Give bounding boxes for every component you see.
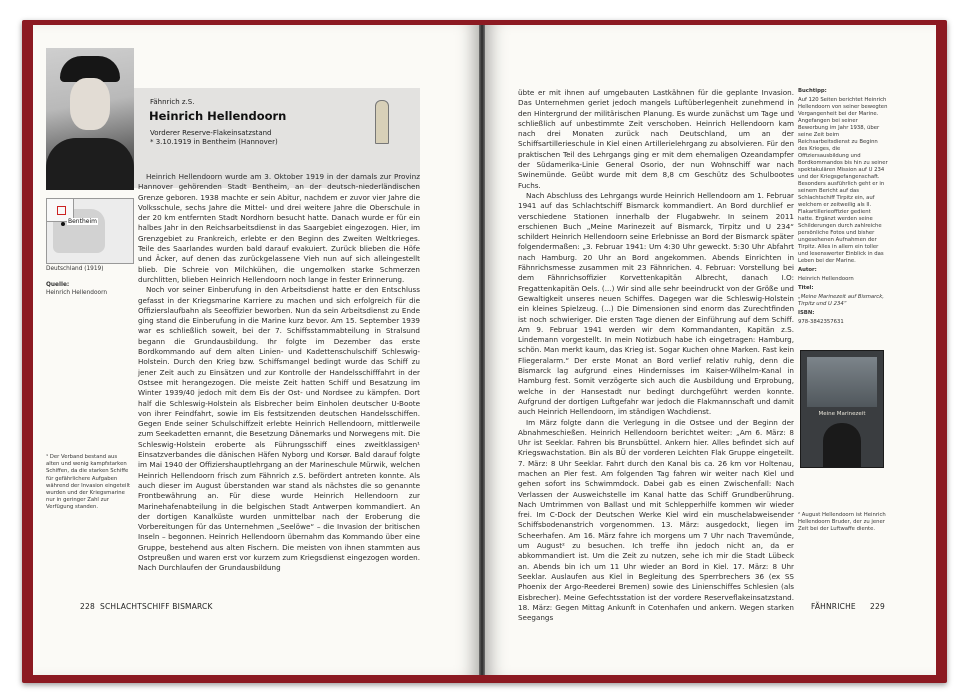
book-cover-image (800, 350, 884, 468)
book-tip-text: Auf 120 Seiten berichtet Heinrich Hellendoorn von seiner bewegten Vergangenheit bei der Marine. Angefangen bei seiner Bewerbung im Jahr 1938, über seine Zeit beim Reichsarbeitsdienst zu Beginn des Krieges, die Offiziersausbildung und Bordkommandos bis hin zu seiner spektakulären Mission auf U 234 und der Kriegsgefangenschaft. Besonders ausführlich geht er in seinem Bericht auf das Schlachtschiff Tirpitz ein, auf welchem er zeitweilig als II. Flakartillerieoffizier gedient hatte. Ergänzt werden seine Schilderungen durch zahlreiche persönliche Fotos und bisher ungesehenen Aufnahmen der Tirpitz. Alles in allem ein toller und lesenswerter Einblick in das Leben bei der Marine. (798, 97, 888, 264)
source-value: Heinrich Hellendoorn (46, 289, 108, 296)
right-body-text (518, 88, 794, 623)
person-name: Heinrich Hellendoorn (149, 109, 287, 123)
title-value: „Meine Marinezeit auf Bismarck, Tirpitz und U 234“ (798, 294, 884, 307)
portrait-photo (46, 48, 134, 190)
author-heading: Autor: (798, 267, 817, 273)
inset-marker-icon (57, 206, 66, 215)
author-value: Heinrich Hellendoorn (798, 276, 854, 282)
book-tip-sidebar (798, 88, 888, 328)
source-label: Quelle: (46, 282, 70, 288)
right-running-title: FÄHNRICHE (811, 602, 856, 611)
right-paragraph-3: Im März folgte dann die Verlegung in die Ostsee und der Beginn der Abnahmeschießen. Heinrich Hellendoorn berichtet weiter: „Am 6. März: 8 Uhr ist Seeklar. Fahren bis Brunsbüttel. Ankern hier. Alles befindet sich auf Kriegswachstation. Bin als BÜ der vorderen Leichten Flak Gruppe eingeteilt. 7. März: 8 Uhr Seeklar. Fahrt durch den Kanal bis ca. 26 km vor Holtenau, machen an Pier fest. Am folgenden Tag fahren wir weiter nach Kiel und gehen sofort ins Schwimmdock. Dabei gab es einen Zwischenfall: Nach Verlassen der Ausweichstelle im Kanal hatte das Schiff Grundberührung. Nach Umtrimmen von Ballast und mit Schlepperhilfe kommen wir wieder frei. Im C-Dock der Deutschen Werke Kiel wird ein muschelabweisender Schiffsbodenanstrich vorgenommen. 13. März: ausgedockt, liegen im Scheerhafen. Am 16. März fahre ich morgens um 7 Uhr nach Travemünde, um August² zu besuchen. Ich treffe ihn jedoch nicht an, da er abkommandiert ist. Um die Zeit zu nutzen, sehe ich mir die Stadt Lübeck an. Abends bin ich um 11 Uhr wieder an Bord in Kiel. 17. März: 8 Uhr Seeklar. Auslaufen aus Kiel in Begleitung des Sperrbrechers 36 (ex SS Phoenix der Argo-Reederei Bremen) sowie des Linienschiffes Schlesien (als Eisbrecher). Meine Gefechtsstation ist der vordere Reserveflakeinsatzstand. 18. März: Gegen Mittag Ankunft in Cotenhafen und ankern. Wegen starken Seegangs (518, 417, 794, 623)
birth-label: * 3.10.1919 in Bentheim (Hannover) (150, 138, 278, 146)
isbn-heading: ISBN: (798, 310, 815, 316)
right-paragraph-1: übte er mit ihnen auf umgebauten Lastkähnen für die geplante Invasion. Das Unternehmen geriet jedoch mangels Luftüberlegenheit zunehmend in den Hintergrund der militärischen Planung. Es wurde zunächst um Tage und schließlich auf unbestimmte Zeit verschoben. Heinrich Hellendoorn kam nach drei Monaten zurück nach Deutschland, um an der Schiffsartillerieschule in Kiel einen Artillerielehrgang zu absolvieren. Für den praktischen Teil des Lehrgangs ging er mit dem ehemaligen Ozeandampfer der Südamerika-Linie General Osorio, der nun Wohnschiff war nach Swinemünde. Geübt wurde mit dem 8,8 cm Geschütz des Schulbootes Fuchs. (518, 88, 794, 190)
portrait-coat (46, 138, 134, 190)
source-note (46, 282, 107, 297)
book-cover-title: Meine Marinezeit (818, 411, 866, 417)
map-caption: Deutschland (1919) (46, 266, 104, 272)
left-body-text (138, 172, 420, 574)
left-page-number: 228 (80, 602, 95, 611)
footnote-2: ² August Hellendoorn ist Heinrich Hellendoorn Bruder, der zu jener Zeit bei der Luftwaffe diente. (798, 512, 886, 532)
map-pin-icon (61, 222, 65, 226)
footnote-1: ¹ Der Verband bestand aus alten und wenig kampfstarken Schiffen, da die starken Schiffe für gefährlichere Aufgaben während der Invasion eingeteilt wurden und der Kriegsmarine nur in geringer Zahl zur Verfügung standen. (46, 454, 131, 511)
right-paragraph-2: Nach Abschluss des Lehrgangs wurde Heinrich Hellendoorn am 1. Februar 1941 auf das Schlachtschiff Bismarck kommandiert. An Bord durchlief er verschiedene Stationen innerhalb der Flugabwehr. In seinem 2011 erschienen Buch „Meine Marinezeit auf Bismarck, Tirpitz und U 234“ schildert Heinrich Hellendoorn seine Erlebnisse an Bord der Bismarck später folgendermaßen: „3. Februar 1941: Um 4:30 Uhr geweckt. 5:30 Uhr Abfahrt nach Hamburg. 20 Uhr an Bord angekommen. Abends Einrichten in Fähnrichsmesse zusammen mit 23 Fähnrichen. 4. Februar: Vorstellung bei dem Fähnrichsoffizier Korvettenkapitän Albrecht, danach I.O: Fregattenkapitän Oels. (...) Wir sind alle sehr beeindruckt von der Größe und Gewaltigkeit unseres neuen Schiffes. Dagegen war die Schleswig-Holstein ein kleines Spielzeug. (...) Die Dimensionen sind enorm das Zurechtfinden ist noch schwieriger. Die ersten Tage dienen der Einführung auf dem Schiff. Am 9. Februar 1941 werden wir dem Kommandanten, Kapitän z.S. Lindemann vorgestellt. In mein Notizbuch habe ich eingetragen: Hamburg, schön. Man merkt kaum, das Krieg ist. Sogar Kuchen ohne Marken. Fast kein Fliegeralarm.“ Der erste Monat an Bord verlief relativ ruhig, denn die Bismarck lag aufgrund eines Hindernisses im Kaiser-Wilhelm-Kanal in Hamburg fest. Somit verzögerte sich auch die Ausbildung und Erprobung, welche in der Hansestadt nur bedingt durchgeführt werden konnte. Aufgrund der dortigen Luftgefahr war jedoch die Flakmannschaft und damit auch Heinrich Hellendoorn, im ständigen Wachdienst. (518, 190, 794, 417)
rank-insignia-icon (375, 100, 389, 144)
rank-label: Fähnrich z.S. (150, 98, 195, 106)
right-page-number: 229 (870, 602, 885, 611)
unit-label: Vorderer Reserve-Flakeinsatzstand (150, 129, 272, 137)
isbn-value: 978-3842357631 (798, 319, 844, 325)
book-gutter (479, 25, 485, 675)
book-tip-heading: Buchtipp: (798, 88, 827, 94)
officer-figure (823, 423, 861, 467)
portrait-face (70, 78, 110, 130)
location-map (46, 198, 134, 264)
left-running-title: SCHLACHTSCHIFF BISMARCK (100, 602, 213, 611)
title-heading: Titel: (798, 285, 814, 291)
left-paragraph-1: Heinrich Hellendoorn wurde am 3. Oktober 1919 in der damals zur Provinz Hannover gehörenden Stadt Bentheim, an der deutsch-niederländischen Grenze geboren. 1938 machte er sein Abitur, nachdem er zuvor vier Jahre die Volksschule, sechs Jahre die Mittel- und drei weitere Jahre die Oberschule in der 20 km entfernten Stadt Nordhorn besucht hatte. Danach wurde er für ein halbes Jahr in den Reichsarbeitsdienst in das Saargebiet eingezogen. Hier, im Grenzgebiet zu Frankreich, erlebte er den Beginn des Zweiten Weltkrieges. Teile des Saarlandes wurden bald darauf evakuiert. Zurück blieben die Höfe und Äcker, auf denen das zurückgelassene Vieh nun auf sich alleingestellt blieb. Die Schreie von Milchkühen, die ungemolken starke Schmerzen durchlitten, blieben Heinrich Hellendoorn noch lange in fester Erinnerung. (138, 172, 420, 284)
map-label: Bentheim (68, 218, 97, 225)
battleship-photo (807, 357, 877, 407)
left-paragraph-2: Noch vor seiner Einberufung in den Arbeitsdienst hatte er den Entschluss gefasst in der Kriegsmarine Karriere zu machen und sich erfolgreich für die Offizierslaufbahn als Seeoffizier beworben. Nun da sein Arbeitsdienst zu Ende ging stand die Einberufung in die Marine kurz bevor. Am 15. September 1939 war es schließlich soweit, bei der 7. Schiffsstammabteilung in Stralsund begann die Grundausbildung. Ihr folgte im Dezember das erste Bordkommando auf dem alten Linien- und Kadettenschulschiff Schleswig-Holstein. Durch den Krieg bzw. Schiffsmangel bedingt wurde das Schiff zu jener Zeit auch zu Einsätzen und zur Kontrolle der Handelsschifffahrt in der Ostsee mit herangezogen. Die meiste Zeit hatten Schiff und Besatzung im Winter 1939/40 jedoch mit dem Eis der Ost- und Nordsee zu kämpfen. Dort half die Schleswig-Holstein als Eisbrecher beim Einholen deutscher U-Boote von ihrer Feindfahrt, sowie im Eis festsitzenden deutschen Handelsschiffen. Gegen Ende seiner Schulschiffzeit erlebte Heinrich Hellendoorn, mittlerweile zum Seekadetten ernannt, die Besetzung Dänemarks und Norwegens mit. Die Schleswig-Holstein eroberte als Führungsschiff eines zweitklassigen¹ Einsatzverbandes die dänischen Häfen Nyborg und Korsør. Bald darauf folgte im Mai 1940 der Offiziershauptlehrgang an der Marineschule Mürwik, welchen Heinrich Hellendoorn frisch zum Fähnrich z.S. befördert antreten konnte. Als auch dieser im August überstanden war stand als nächstes die so genannte Frontbewährung an. Für diese wurde Heinrich Hellendoorn zur Marinehafenabteilung in die belgischen Stadt Antwerpen kommandiert. An der dortigen Kanalküste wurden unmittelbar nach der Eroberung die Vorbereitungen für das Unternehmen „Seelöwe“ – die Invasion der britischen Inseln – begonnen. Heinrich Hellendoorn übernahm das Kommando über eine Gruppe, bestehend aus alten Fischern. Die meisten von ihnen stammten aus Ostpreußen und waren erst vor kurzem zum Kriegsdienst eingezogen worden. Nach Durchlaufen der Grundausbildung (138, 285, 420, 573)
